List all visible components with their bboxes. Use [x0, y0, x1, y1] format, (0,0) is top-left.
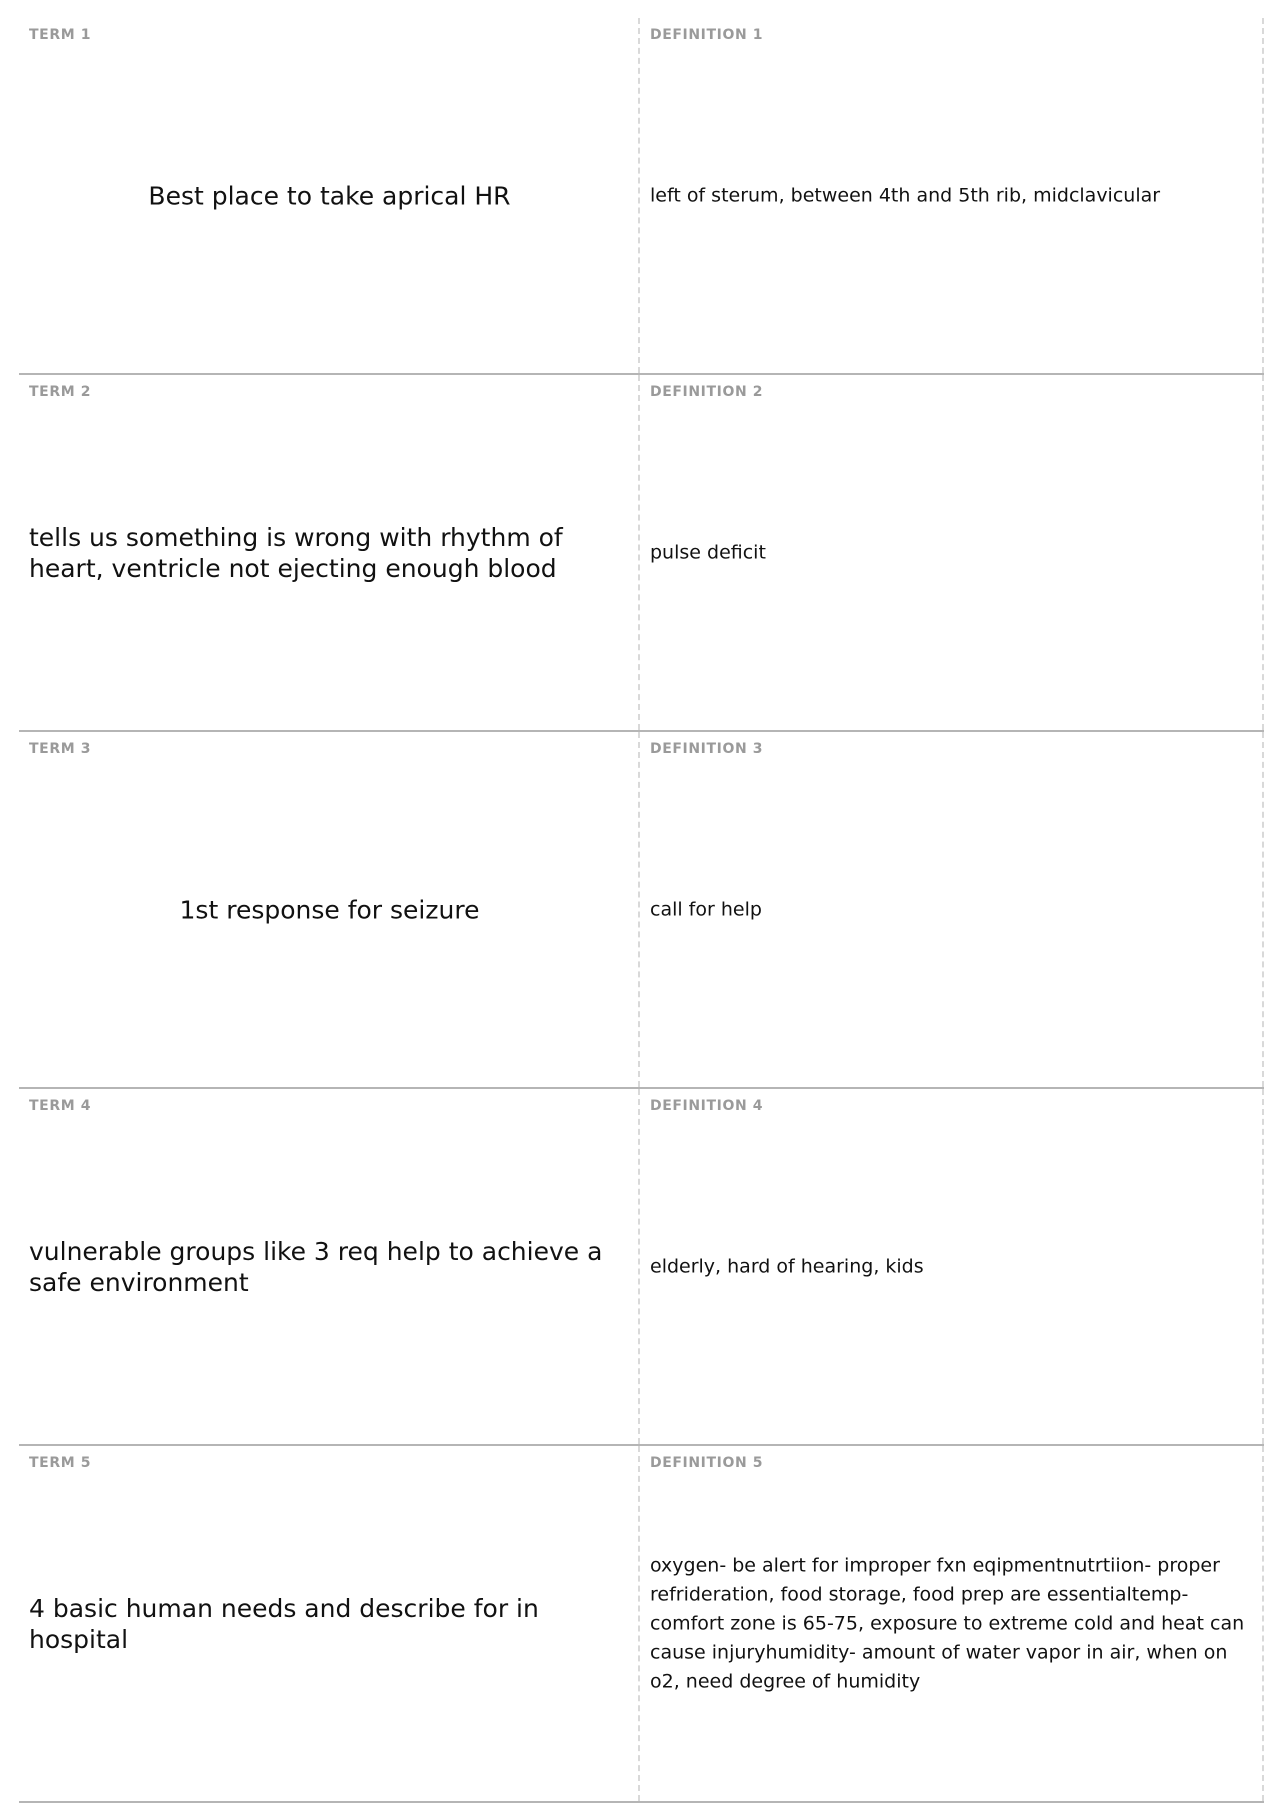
definition-text: call for help — [650, 898, 762, 920]
term-label: TERM 3 — [29, 741, 92, 757]
definition-cell — [640, 732, 1264, 1087]
card-row-4 — [19, 1089, 1264, 1446]
term-cell — [19, 1089, 640, 1444]
term-text: tells us something is wrong with rhythm of heart, ventricle not ejecting enough blood — [29, 522, 563, 583]
definition-text: pulse deficit — [650, 541, 766, 563]
flashcard-sheet — [19, 18, 1264, 1803]
card-row-2 — [19, 375, 1264, 732]
definition-label: DEFINITION 1 — [650, 27, 764, 43]
definition-cell — [640, 1089, 1264, 1444]
term-cell — [19, 1446, 640, 1801]
card-row-5 — [19, 1446, 1264, 1803]
definition-cell — [640, 18, 1264, 373]
term-text: Best place to take aprical HR — [148, 181, 511, 210]
term-cell — [19, 375, 640, 730]
term-text: vulnerable groups like 3 req help to achieve a safe environment — [29, 1236, 603, 1297]
definition-text: oxygen- be alert for improper fxn eqipmentnutrtiion- proper refrideration, food storage, food prep are essentialtemp- comfort zone is 65-75, exposure to extreme cold and heat can cause injuryhumidity- amount of water vapor in air, when on o2, need degree of humidity — [650, 1554, 1245, 1692]
term-cell — [19, 18, 640, 373]
term-cell — [19, 732, 640, 1087]
term-text: 1st response for seizure — [179, 895, 480, 924]
definition-label: DEFINITION 2 — [650, 384, 764, 400]
term-label: TERM 2 — [29, 384, 92, 400]
term-text: 4 basic human needs and describe for in hospital — [29, 1593, 539, 1654]
term-label: TERM 1 — [29, 27, 92, 43]
definition-label: DEFINITION 3 — [650, 741, 764, 757]
definition-text: elderly, hard of hearing, kids — [650, 1255, 924, 1277]
card-row-3 — [19, 732, 1264, 1089]
definition-text: left of sterum, between 4th and 5th rib, midclavicular — [650, 184, 1161, 206]
term-label: TERM 5 — [29, 1455, 92, 1471]
card-row-1 — [19, 18, 1264, 375]
definition-label: DEFINITION 4 — [650, 1098, 764, 1114]
term-label: TERM 4 — [29, 1098, 92, 1114]
definition-label: DEFINITION 5 — [650, 1455, 764, 1471]
definition-cell — [640, 375, 1264, 730]
definition-cell — [640, 1446, 1264, 1801]
